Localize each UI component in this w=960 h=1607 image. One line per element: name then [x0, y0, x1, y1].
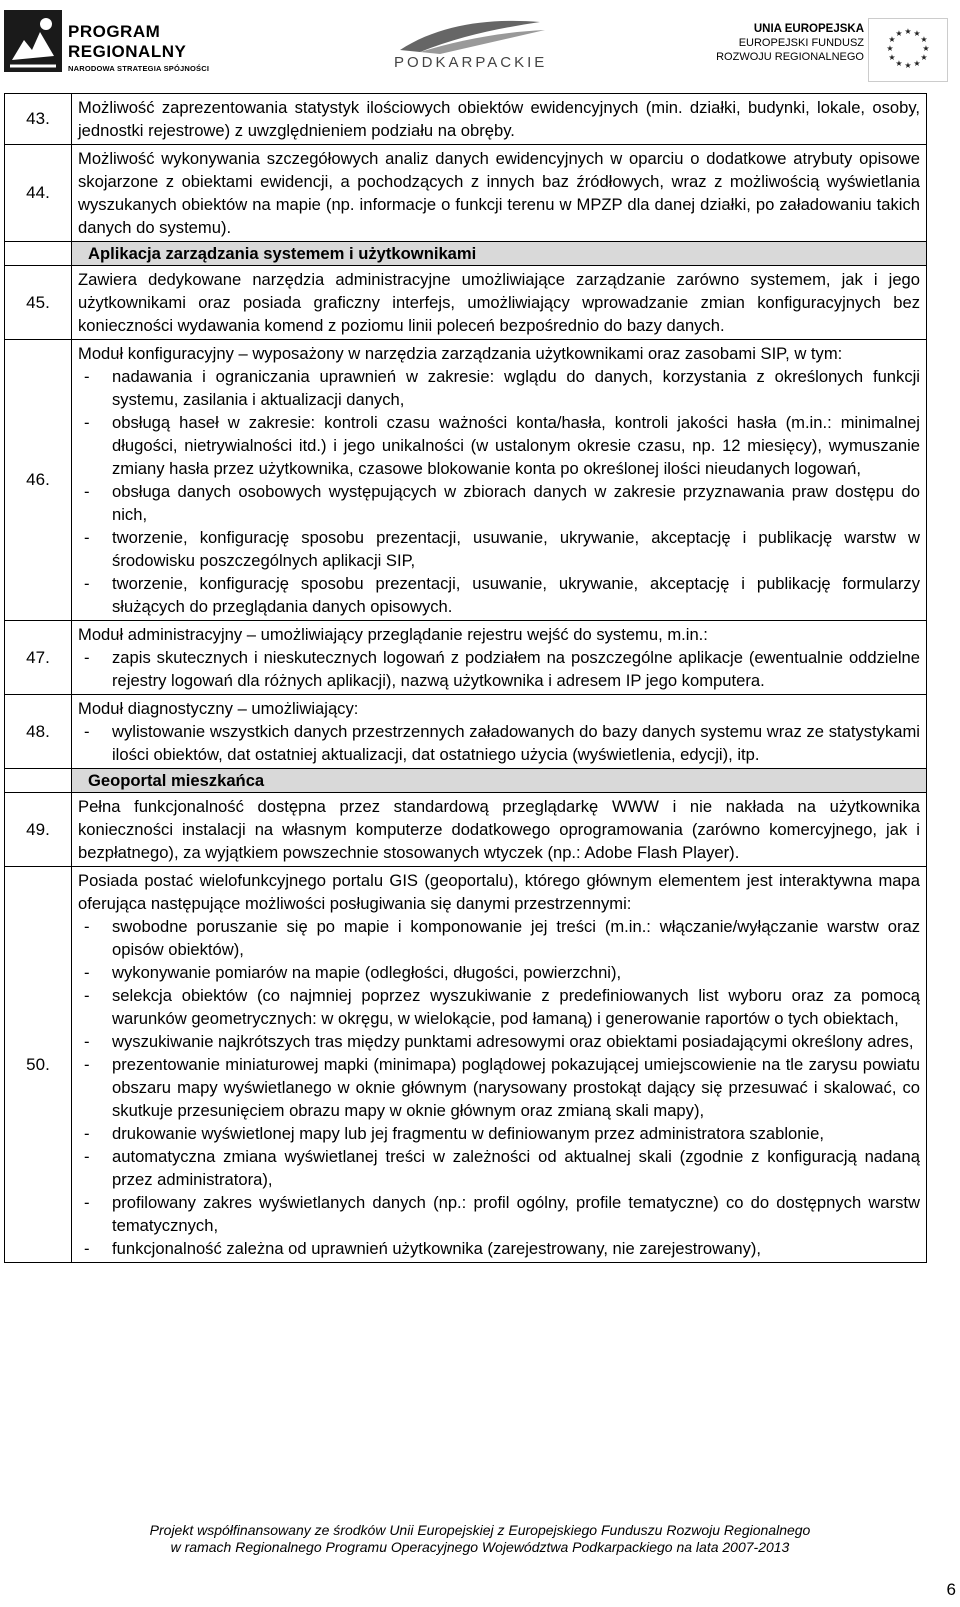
dash-list [78, 646, 920, 692]
section-number-cell [5, 769, 72, 793]
list-item: - nadawania i ograniczania uprawnień w zakresie: wglądu do danych, korzystania z określonych funkcji systemu, zasilania i aktualizacji danych, [78, 365, 920, 411]
page-number: 6 [946, 1580, 956, 1599]
row-content [72, 340, 927, 621]
svg-text:★: ★ [920, 53, 928, 62]
row-intro: Moduł diagnostyczny – umożliwiający: [78, 699, 359, 718]
table-row [5, 621, 927, 695]
logo-line-3: NARODOWA STRATEGIA SPÓJNOŚCI [68, 64, 210, 73]
row-number: 50. [5, 867, 72, 1263]
row-number: 44. [5, 145, 72, 242]
list-item: - wyszukiwanie najkrótszych tras między punktami adresowymi oraz obiektami posiadającymi określony adres, [78, 1030, 920, 1053]
svg-text:★: ★ [886, 44, 894, 53]
list-item: - selekcja obiektów (co najmniej poprzez wyszukiwanie z predefiniowanych list wyboru oraz za pomocą warunków geometrycznych: w okręgu, w wielokącie, pod łamaną) i generowanie raportów o tych obiektach, [78, 984, 920, 1030]
program-regionalny-emblem [4, 10, 62, 72]
section-header-row [5, 769, 927, 793]
row-text: Zawiera dedykowane narzędzia administracyjne umożliwiające zarządzanie zarówno systemem, jak i jego użytkownikami oraz posiada graficzny interfejs, umożliwiający wprowadzanie zmian konfiguracyjnych bez konieczności wydawania komend z poziomu linii poleceń bezpośrednio do bazy danych. [72, 266, 927, 340]
list-item: - obsługą haseł w zakresie: kontroli czasu ważności konta/hasła, kontroli jakości hasła (m.in.: minimalnej długości, nietrywialności itd.) i jego unikalności (w ustalonym okresie czasu, np. 12 miesięcy), wymuszanie zmiany hasła przez użytkownika, czasowe blokowanie konta po określonej ilości nieudanych logowań, [78, 411, 920, 480]
row-number: 45. [5, 266, 72, 340]
table-row [5, 867, 927, 1263]
dash-list [78, 720, 920, 766]
page-footer [0, 1522, 960, 1556]
footer-line-2: w ramach Regionalnego Programu Operacyjnego Województwa Podkarpackiego na lata 2007-2013 [170, 1539, 790, 1555]
svg-text:★: ★ [895, 59, 903, 68]
svg-text:★: ★ [904, 27, 912, 36]
table-row [5, 695, 927, 769]
row-text: Pełna funkcjonalność dostępna przez standardową przeglądarkę WWW i nie nakłada na użytkownika konieczności instalacji na własnym komputerze dodatkowego oprogramowania (zarówno komercyjnego, jak i bezpłatnego), za wyjątkiem powszechnie stosowanych wtyczek (np.: Adobe Flash Player). [72, 793, 927, 867]
row-number: 43. [5, 94, 72, 145]
eu-flag-icon [868, 18, 948, 82]
row-intro: Posiada postać wielofunkcyjnego portalu GIS (geoportalu), którego głównym elementem jest interaktywna mapa oferująca następujące możliwości posługiwania się danymi przestrzennymi: [78, 871, 920, 913]
list-item: - wykonywanie pomiarów na mapie (odległości, długości, powierzchni), [78, 961, 920, 984]
requirements-table [4, 93, 927, 1263]
list-item: - swobodne poruszanie się po mapie i komponowanie jej treści (m.in.: włączanie/wyłączanie warstw oraz opisów obiektów), [78, 915, 920, 961]
list-item: - tworzenie, konfigurację sposobu prezentacji, usuwanie, ukrywanie, akceptację i publikację formularzy służących do przeglądania danych opisowych. [78, 572, 920, 618]
list-item: - zapis skutecznych i nieskutecznych logowań z podziałem na poszczególne aplikacje (ewentualnie oddzielne rejestry logowań dla różnych aplikacji), nazwą użytkownika i adresem IP jego komputera. [78, 646, 920, 692]
list-item: - obsługa danych osobowych występujących w zbiorach danych w zakresie przyznawania praw dostępu do nich, [78, 480, 920, 526]
section-title: Aplikacja zarządzania systemem i użytkownikami [72, 242, 927, 266]
eu-line-1: UNIA EUROPEJSKA [753, 23, 864, 35]
svg-text:★: ★ [888, 53, 896, 62]
dash-list [78, 915, 920, 1260]
podkarpackie-wing-icon [380, 14, 560, 54]
program-regionalny-logo [4, 10, 244, 72]
eu-line-2: EUROPEJSKI FUNDUSZ [738, 37, 864, 49]
logo-line-2: REGIONALNY [68, 42, 187, 61]
section-number-cell [5, 242, 72, 266]
table-row [5, 94, 927, 145]
dash-list [78, 365, 920, 618]
svg-text:★: ★ [888, 35, 896, 44]
table-row [5, 266, 927, 340]
table-row [5, 145, 927, 242]
row-number: 48. [5, 695, 72, 769]
row-number: 49. [5, 793, 72, 867]
svg-text:★: ★ [913, 59, 921, 68]
podkarpackie-text: PODKARPACKIE [394, 54, 548, 71]
section-title: Geoportal mieszkańca [72, 769, 927, 793]
list-item: - tworzenie, konfigurację sposobu prezentacji, usuwanie, ukrywanie, akceptację i publikację warstw w środowisku poszczególnych aplikacji SIP, [78, 526, 920, 572]
footer-line-1: Projekt współfinansowany ze środków Unii Europejskiej z Europejskiego Funduszu Rozwoju Regionalnego [149, 1522, 811, 1538]
row-intro: Moduł administracyjny – umożliwiający przeglądanie rejestru wejść do systemu, m.in.: [78, 625, 708, 644]
row-content [72, 695, 927, 769]
page-header [0, 0, 960, 88]
list-item: - profilowany zakres wyświetlanych danych (np.: profil ogólny, profile tematyczne) co do dostępnych warstw tematycznych, [78, 1191, 920, 1237]
svg-text:★: ★ [922, 44, 930, 53]
list-item: - funkcjonalność zależna od uprawnień użytkownika (zarejestrowany, nie zarejestrowany), [78, 1237, 920, 1260]
row-text: Możliwość wykonywania szczegółowych analiz danych ewidencyjnych w oparciu o dodatkowe atrybuty opisowe skojarzone z obiektami ewidencji, a pochodzących z innych baz źródłowych, wraz z możliwością wyświetlania wyszukanych obiektów na mapie (np. informacje o funkcji terenu w MPZP dla danej działki, po załadowaniu takich danych do systemu). [72, 145, 927, 242]
svg-text:★: ★ [913, 29, 921, 38]
list-item: - prezentowanie miniaturowej mapki (minimapa) poglądowej pokazującej umiejscowienie na tle zarysu powiatu obszaru mapy wyświetlanego w oknie głównym (narysowany prostokąt dający się przesuwać i skalować, co skutkuje przesunięciem obrazu mapy w oknie głównym oraz zmianą skali mapy), [78, 1053, 920, 1122]
table-row [5, 793, 927, 867]
table-row [5, 340, 927, 621]
row-content [72, 621, 927, 695]
list-item: - drukowanie wyświetlonej mapy lub jej fragmentu w definiowanym przez administratora szablonie, [78, 1122, 920, 1145]
row-number: 46. [5, 340, 72, 621]
row-intro: Moduł konfiguracyjny – wyposażony w narzędzia zarządzania użytkownikami oraz zasobami SIP, w tym: [78, 344, 843, 363]
eu-line-3: ROZWOJU REGIONALNEGO [716, 51, 864, 63]
svg-text:★: ★ [920, 35, 928, 44]
row-text: Możliwość zaprezentowania statystyk ilościowych obiektów ewidencyjnych (min. działki, budynki, lokale, osoby, jednostki rejestrowe) z uwzględnieniem podziału na obręby. [72, 94, 927, 145]
logo-line-1: PROGRAM [68, 22, 161, 41]
list-item: - automatyczna zmiana wyświetlanej treści w zależności od aktualnej skali (zgodnie z konfiguracją nadaną przez administratora), [78, 1145, 920, 1191]
podkarpackie-logo [380, 14, 560, 74]
eu-text [664, 22, 864, 64]
section-header-row [5, 242, 927, 266]
svg-text:★: ★ [904, 61, 912, 70]
list-item: - wylistowanie wszystkich danych przestrzennych załadowanych do bazy danych systemu wraz ze statystykami ilości obiektów, dat ostatniej aktualizacji, dat ostatniego użycia (wyświetlenia, edycji), itp. [78, 720, 920, 766]
svg-text:★: ★ [895, 29, 903, 38]
row-content [72, 867, 927, 1263]
row-number: 47. [5, 621, 72, 695]
